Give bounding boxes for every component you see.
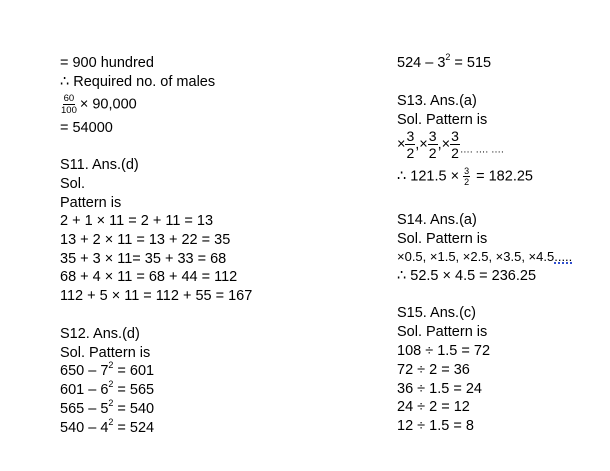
equation-line: 24 ÷ 2 = 12 <box>397 399 470 415</box>
equation-line: 12 ÷ 1.5 = 8 <box>397 418 474 434</box>
text-line: Sol. Pattern is <box>397 112 488 128</box>
equation-line: $601 - 6^2 = 565$ <box>60 379 155 398</box>
equation-line: 72 ÷ 2 = 36 <box>397 362 470 378</box>
equation-line: $565 - 5^2 = 540$ <box>60 398 155 417</box>
fraction-numerator: 60 <box>63 93 75 104</box>
section-heading-s12: S12. Ans.(d) <box>60 326 140 342</box>
text-line: ∴ Required no. of males <box>60 74 216 90</box>
fraction-denominator: 100 <box>61 105 77 116</box>
equation-line: 35 + 3 × 11= 35 + 33 = 68 <box>60 251 227 267</box>
fraction: $\frac{3}{2}$ <box>406 128 415 161</box>
equation-line: ∴ 52.5 × 4.5 = 236.25 <box>397 268 537 284</box>
equation-line: 13 + 2 × 11 = 13 + 22 = 35 <box>60 232 231 248</box>
text-line: Sol. Pattern is <box>60 345 151 361</box>
equation-line: 108 ÷ 1.5 = 72 <box>397 343 491 359</box>
equation-line: 68 + 4 × 11 = 68 + 44 = 112 <box>60 269 238 285</box>
fraction-pattern-line: × $\frac{3}{2}$ ,× $\frac{3}{2}$ ,× $\frac{3}{2}$ $_{\dots. \dots. \dots.}$ <box>397 128 504 161</box>
fraction <box>60 93 78 116</box>
section-heading-s11: S11. Ans.(d) <box>60 157 139 173</box>
text-line: Sol. Pattern is <box>397 324 488 340</box>
fraction-rest: × 90,000 <box>79 96 137 113</box>
fraction: $\frac{3}{2}$ <box>464 166 470 187</box>
section-heading-s13: S13. Ans.(a) <box>397 93 477 109</box>
fraction-calc-line: ∴ 121.5 × $\frac{3}{2}$ = 182.25 <box>397 166 533 187</box>
text-line: Sol. Pattern is <box>397 231 488 247</box>
equation-line: 112 + 5 × 11 = 112 + 55 = 167 <box>60 288 253 304</box>
text-line: Pattern is <box>60 195 122 211</box>
equation-line: $650 - 7^2 = 601$ <box>60 360 155 379</box>
pattern-line: ×0.5, ×1.5, ×2.5, ×3.5, ×4.5..... <box>397 249 573 264</box>
equation-line: 36 ÷ 1.5 = 24 <box>397 381 482 397</box>
spellcheck-underline: ..... <box>554 249 573 264</box>
fraction: $\frac{3}{2}$ <box>428 128 437 161</box>
equation-line: $540 - 4^2 = 524$ <box>60 417 155 436</box>
fraction-line <box>60 93 137 116</box>
text-line: = 54000 <box>60 120 113 136</box>
equation-line: 2 + 1 × 11 = 2 + 11 = 13 <box>60 213 214 229</box>
fraction: $\frac{3}{2}$ <box>451 128 459 161</box>
section-heading-s15: S15. Ans.(c) <box>397 305 476 321</box>
text-line: Sol. <box>60 176 85 192</box>
equation-line: $524 - 3^2 = 515$ <box>397 52 492 71</box>
text-line: = 900 hundred <box>60 55 154 71</box>
section-heading-s14: S14. Ans.(a) <box>397 212 477 228</box>
